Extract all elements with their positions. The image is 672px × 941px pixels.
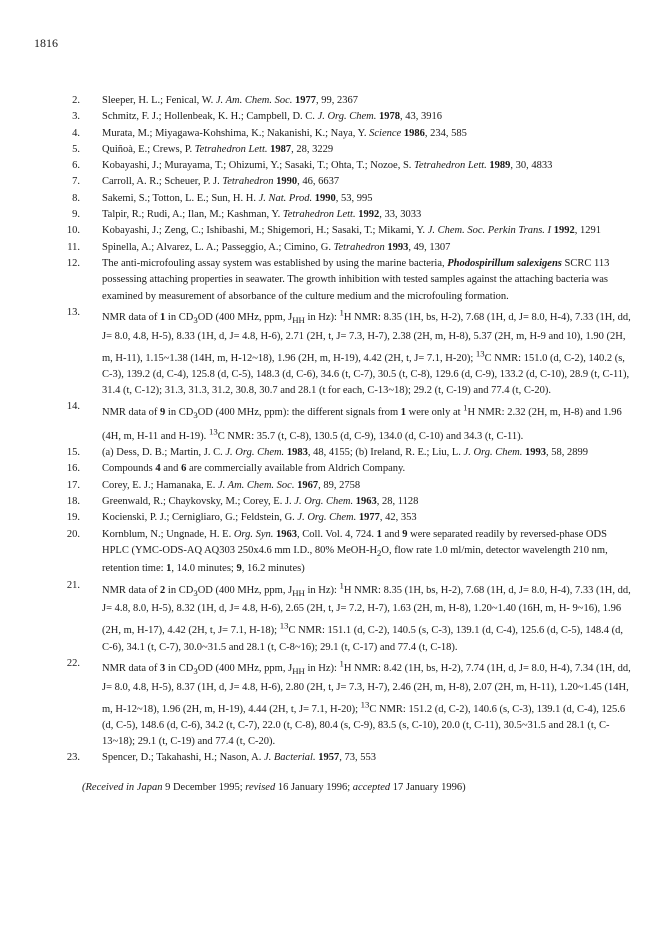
reference-text: Kobayashi, J.; Murayama, T.; Ohizumi, Y.; Sasaki, T.; Ohta, T.; Nozoe, S. Tetrahedron Lett. 1989, 30, 4833 bbox=[102, 160, 553, 172]
reference-text: The anti-microfouling assay system was established by using the marine bacteria, Phodospirillum salexigens SCRC 113 possessing attaching properties in seawater. The growth inhibition with tested samples against the attaching bacteria was examined by measurement of absorbance of the culture medium and the microfouling formation. bbox=[102, 257, 610, 302]
reference-item bbox=[62, 461, 632, 477]
reference-item bbox=[62, 578, 632, 656]
reference-item bbox=[62, 109, 632, 125]
reference-text: Murata, M.; Miyagawa-Kohshima, K.; Nakanishi, K.; Naya, Y. Science 1986, 234, 585 bbox=[102, 127, 467, 139]
reference-text: Greenwald, R.; Chaykovsky, M.; Corey, E. J. J. Org. Chem. 1963, 28, 1128 bbox=[102, 496, 419, 508]
reference-text: Sakemi, S.; Totton, L. E.; Sun, H. H. J. Nat. Prod. 1990, 53, 995 bbox=[102, 192, 373, 204]
reference-item bbox=[62, 478, 632, 494]
reference-number: 10 . bbox=[62, 223, 80, 239]
reference-number: 3 . bbox=[62, 109, 80, 125]
reference-text: Spinella, A.; Alvarez, L. A.; Passeggio, A.; Cimino, G. Tetrahedron 1993, 49, 1307 bbox=[102, 241, 451, 253]
reference-text: NMR data of 9 in $CD_3OD$ (400 MHz, ppm): the different signals from 1 were only at $^1$H NMR: 2.32 (2H, m, H-8) and 1.96 (4H, m, H-11 and H-19). $^{13}$C NMR: 35.7 (t, C-8), 130.5 (d, C-9), 134.0 (d, C-10) and 34.3 (t, C-11). bbox=[102, 402, 622, 442]
reference-list bbox=[62, 93, 632, 767]
received-label: (Received in Japan bbox=[82, 782, 163, 793]
reference-item bbox=[62, 223, 632, 239]
reference-text: NMR data of 1 in $CD_3OD$ (400 MHz, ppm, $J_{HH}$ in Hz): $^1$H NMR: 8.35 (1H, bs, H-2), 7.68 (1H, d, J= 8.0, H-4), 7.33 (1H, dd, J= 8.0, 4.8, H-5), 8.33 (1H, d, J= 4.8, H-6), 2.71 (2H, t, J= 7.3, H-7), 2.38 (2H, m, H-8), 5.37 (2H, m, H-9 and 10), 1.90 (2H, m, H-11), 1.15~1.38 (14H, m, H-12~18), 1.96 (2H, m, H-19), 4.42 (2H, t, J= 7.1, H-20); $^{13}$C NMR: 151.0 (d, C-2), 140.2 (s, C-3), 139.2 (d, C-4), 125.8 (d, C-5), 148.3 (d, C-6), 34.6 (t, C-7), 30.5 (t, C-8), 129.6 (d, C-9), 133.2 (d, C-10), 28.9 (t, C-11), 31.4 (t, C-12); 31.3, 31.3, 31.2, 30.8, 30.7 and 28.1 (t for each, C-13~18); 29.2 (t, C-19) and 77.4 (t, C-20). bbox=[102, 307, 631, 397]
reference-item bbox=[62, 158, 632, 174]
reference-item bbox=[62, 207, 632, 223]
reference-item bbox=[62, 191, 632, 207]
reference-number: 20 . bbox=[62, 527, 80, 543]
reference-item bbox=[62, 510, 632, 526]
reference-number: 4 . bbox=[62, 126, 80, 142]
received-dates bbox=[82, 782, 466, 793]
reference-number: 22 . bbox=[62, 656, 80, 672]
reference-text: (a) Dess, D. B.; Martin, J. C. J. Org. Chem. 1983, 48, 4155; (b) Ireland, R. E.; Liu, L. J. Org. Chem. 1993, 58, 2899 bbox=[102, 447, 588, 459]
reference-number: 13 . bbox=[62, 305, 80, 321]
reference-item bbox=[62, 656, 632, 751]
reference-text: Kocienski, P. J.; Cernigliaro, G.; Feldstein, G. J. Org. Chem. 1977, 42, 353 bbox=[102, 512, 417, 524]
reference-number: 6 . bbox=[62, 158, 80, 174]
reference-item bbox=[62, 93, 632, 109]
reference-number: 8 . bbox=[62, 191, 80, 207]
reference-text: Quiñoà, E.; Crews, P. Tetrahedron Lett. 1987, 28, 3229 bbox=[102, 143, 334, 155]
accepted-label: accepted bbox=[352, 782, 391, 793]
reference-number: 2 . bbox=[62, 93, 80, 109]
reference-text: NMR data of 3 in $CD_3OD$ (400 MHz, ppm, $J_{HH}$ in Hz): $^1$H NMR: 8.42 (1H, bs, H-2), 7.74 (1H, d, J= 8.0, H-4), 7.34 (1H, dd, J= 8.0, 4.8, H-5), 8.37 (1H, d, J= 4.8, H-6), 2.80 (2H, t, J= 7.3, H-7), 2.46 (2H, m, H-8), 2.07 (2H, m, H-11), 1.20~1.45 (14H, m, H-12~18), 1.96 (2H, m, H-19), 4.44 (2H, t, J= 7.1, H-20); $^{13}$C NMR: 151.2 (d, C-2), 140.6 (s, C-3), 139.1 (d, C-4), 125.6 (d, C-5), 148.6 (d, C-6), 34.2 (t, C-7), 22.0 (t, C-8), 80.4 (s, C-9), 83.5 (s, C-10), 20.0 (t, C-11), 30.5~31.5 and 28.1 (t, C-13~18); 29.1 (t, C-19) and 77.4 (t, C-20). bbox=[102, 658, 631, 748]
reference-item bbox=[62, 399, 632, 445]
reference-number: 11 . bbox=[62, 240, 80, 256]
reference-text: Corey, E. J.; Hamanaka, E. J. Am. Chem. Soc. 1967, 89, 2758 bbox=[102, 479, 361, 491]
reference-text: NMR data of 2 in $CD_3OD$ (400 MHz, ppm, $J_{HH}$ in Hz): $^1$H NMR: 8.35 (1H, bs, H-2), 7.68 (1H, d, J= 8.0, H-4), 7.33 (1H, dd, J= 4.8, 8.0, H-5), 8.32 (1H, d, J= 4.8, H-6), 2.65 (2H, t, J= 7.2, H-7), 1.63 (2H, m, H-8), 1.20~1.40 (16H, m, H- 9~16), 1.96 (2H, m, H-17), 4.42 (2H, t, J= 7.1, H-18); $^{13}$C NMR: 151.1 (d, C-2), 140.5 (s, C-3), 139.1 (d, C-4), 125.6 (d, C-5), 148.4 (d, C-6), 34.1 (t, C-7), 30.0~31.5 and 28.1 (t, C-8~16); 29.1 (t, C-17) and 77.4 (t, C-18). bbox=[102, 580, 631, 653]
reference-number: 21 . bbox=[62, 578, 80, 594]
reference-item bbox=[62, 240, 632, 256]
reference-number: 17 . bbox=[62, 478, 80, 494]
received-date: 9 December 1995; bbox=[165, 782, 243, 793]
reference-number: 16 . bbox=[62, 461, 80, 477]
reference-text: Spencer, D.; Takahashi, H.; Nason, A. J. Bacterial. 1957, 73, 553 bbox=[102, 752, 376, 764]
reference-number: 19 . bbox=[62, 510, 80, 526]
reference-text: Talpir, R.; Rudi, A.; Ilan, M.; Kashman, Y. Tetrahedron Lett. 1992, 33, 3033 bbox=[102, 209, 422, 221]
reference-number: 5 . bbox=[62, 142, 80, 158]
reference-number: 9 . bbox=[62, 207, 80, 223]
reference-text: Kobayashi, J.; Zeng, C.; Ishibashi, M.; Shigemori, H.; Sasaki, T.; Mikami, Y. J. Chem. Soc. Perkin Trans. I 1992, 1291 bbox=[102, 225, 601, 237]
reference-item bbox=[62, 174, 632, 190]
reference-number: 18 . bbox=[62, 494, 80, 510]
reference-item bbox=[62, 750, 632, 766]
reference-item bbox=[62, 445, 632, 461]
revised-label: revised bbox=[245, 782, 276, 793]
reference-text: Compounds 4 and 6 are commercially available from Aldrich Company. bbox=[102, 463, 406, 475]
reference-number: 12 . bbox=[62, 256, 80, 272]
reference-text: Kornblum, N.; Ungnade, H. E. Org. Syn. 1963, Coll. Vol. 4, 724. 1 and 9 were separated readily by reversed-phase ODS HPLC (YMC-ODS-AQ AQ303 250x4.6 mm I.D., 80% MeOH-$H_2O$, flow rate 1.0 ml/min, detector wavelength 210 nm, retention time: 1, 14.0 minutes; 9, 16.2 minutes) bbox=[102, 528, 608, 575]
reference-text: Sleeper, H. L.; Fenical, W. J. Am. Chem. Soc. 1977, 99, 2367 bbox=[102, 95, 359, 106]
reference-number: 7 . bbox=[62, 174, 80, 190]
revised-date: 16 January 1996; bbox=[277, 782, 351, 793]
reference-item bbox=[62, 305, 632, 400]
reference-text: Schmitz, F. J.; Hollenbeak, K. H.; Campbell, D. C. J. Org. Chem. 1978, 43, 3916 bbox=[102, 111, 442, 123]
reference-number: 14 . bbox=[62, 399, 80, 415]
reference-number: 23 . bbox=[62, 750, 80, 766]
accepted-date: 17 January 1996) bbox=[392, 782, 466, 793]
reference-item bbox=[62, 494, 632, 510]
reference-item bbox=[62, 527, 632, 578]
page-number: 1816 bbox=[34, 36, 58, 50]
reference-number: 15 . bbox=[62, 445, 80, 461]
reference-text: Carroll, A. R.; Scheuer, P. J. Tetrahedron 1990, 46, 6637 bbox=[102, 176, 340, 188]
reference-item bbox=[62, 256, 632, 305]
reference-item bbox=[62, 126, 632, 142]
reference-item bbox=[62, 142, 632, 158]
